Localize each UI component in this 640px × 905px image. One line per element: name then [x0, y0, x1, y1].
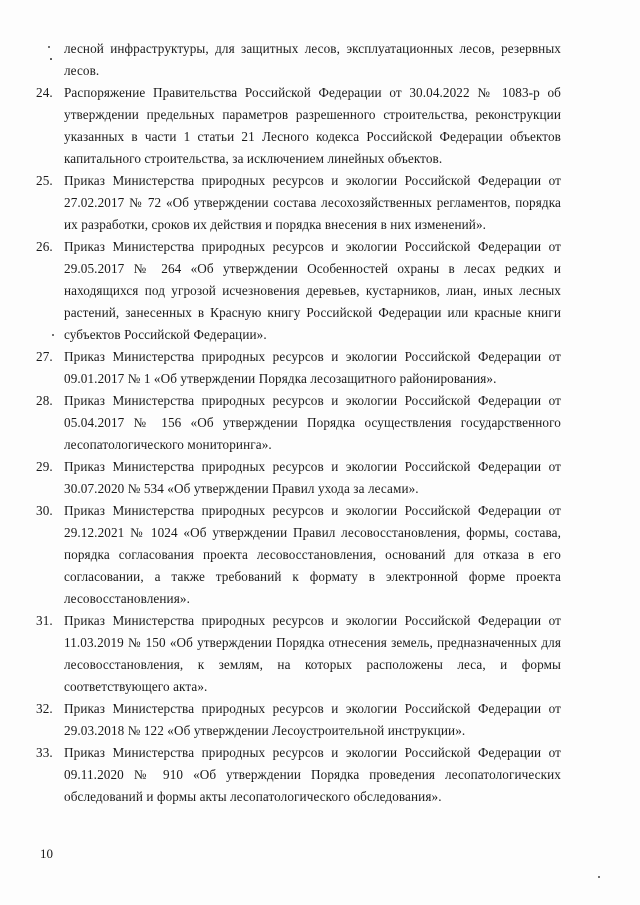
list-item-text: Приказ Министерства природных ресурсов и экологии Российской Федерации от 29.03.2018 № 122 «Об утверждении Лесоустроительной инструкции». [64, 701, 561, 738]
list-item-29 [36, 456, 561, 500]
document-body [36, 38, 561, 808]
list-item-number: 30. [36, 503, 53, 518]
scan-speck [52, 334, 54, 336]
list-item-text: Приказ Министерства природных ресурсов и экологии Российской Федерации от 09.01.2017 № 1 «Об утверждении Порядка лесозащитного районирования». [64, 349, 561, 386]
list-item-31 [36, 610, 561, 698]
list-item-number: 33. [36, 745, 53, 760]
list-item-24 [36, 82, 561, 170]
list-item-text: Распоряжение Правительства Российской Федерации от 30.04.2022 № 1083-р об утверждении предельных параметров разрешенного строительства, реконструкции указанных в части 1 статьи 21 Лесного кодекса Российской Федерации объектов капитального строительства, за исключением линейных объектов. [64, 85, 561, 166]
list-item-33 [36, 742, 561, 808]
list-item-27 [36, 346, 561, 390]
list-item-text: Приказ Министерства природных ресурсов и экологии Российской Федерации от 30.07.2020 № 534 «Об утверждении Правил ухода за лесами». [64, 459, 561, 496]
list-item-text: Приказ Министерства природных ресурсов и экологии Российской Федерации от 11.03.2019 № 150 «Об утверждении Порядка отнесения земель, предназначенных для лесовосстановления, к землям, на которых расположены леса, и формы соответствующего акта». [64, 613, 561, 694]
list-item-number: 29. [36, 459, 53, 474]
list-item-text: Приказ Министерства природных ресурсов и экологии Российской Федерации от 05.04.2017 № 156 «Об утверждении Порядка осуществления государственного лесопатологического мониторинга». [64, 393, 561, 452]
scan-speck [598, 876, 600, 878]
list-item-number: 26. [36, 239, 53, 254]
list-item-text: Приказ Министерства природных ресурсов и экологии Российской Федерации от 27.02.2017 № 72 «Об утверждении состава лесохозяйственных регламентов, порядка их разработки, сроков их действия и порядка внесения в них изменений». [64, 173, 561, 232]
scan-speck [48, 46, 50, 48]
list-item-number: 24. [36, 85, 53, 100]
list-item-text: Приказ Министерства природных ресурсов и экологии Российской Федерации от 29.05.2017 № 264 «Об утверждении Особенностей охраны в лесах редких и находящихся под угрозой исчезновения деревьев, кустарников, лиан, иных лесных растений, занесенных в Красную книгу Российской Федерации или красные книги субъектов Российской Федерации». [64, 239, 561, 342]
list-item-number: 31. [36, 613, 53, 628]
list-item-number: 25. [36, 173, 53, 188]
list-item-25 [36, 170, 561, 236]
continuation-paragraph: лесной инфраструктуры, для защитных лесов, эксплуатационных лесов, резервных лесов. [64, 41, 561, 78]
list-item-30 [36, 500, 561, 610]
list-item-number: 32. [36, 701, 53, 716]
list-item-text: Приказ Министерства природных ресурсов и экологии Российской Федерации от 29.12.2021 № 1024 «Об утверждении Правил лесовосстановления, формы, состава, порядка согласования проекта лесовосстановления, оснований для отказа в его согласовании, а также требований к формату в электронной форме проекта лесовосстановления». [64, 503, 561, 606]
page-number: 10 [40, 846, 53, 861]
list-item-number: 28. [36, 393, 53, 408]
list-item-number: 27. [36, 349, 53, 364]
list-item-text: Приказ Министерства природных ресурсов и экологии Российской Федерации от 09.11.2020 № 910 «Об утверждении Порядка проведения лесопатологических обследований и формы акты лесопатологического обследования». [64, 745, 561, 804]
scan-speck [50, 58, 52, 60]
list-item-26 [36, 236, 561, 346]
list-item-32 [36, 698, 561, 742]
list-item-28 [36, 390, 561, 456]
